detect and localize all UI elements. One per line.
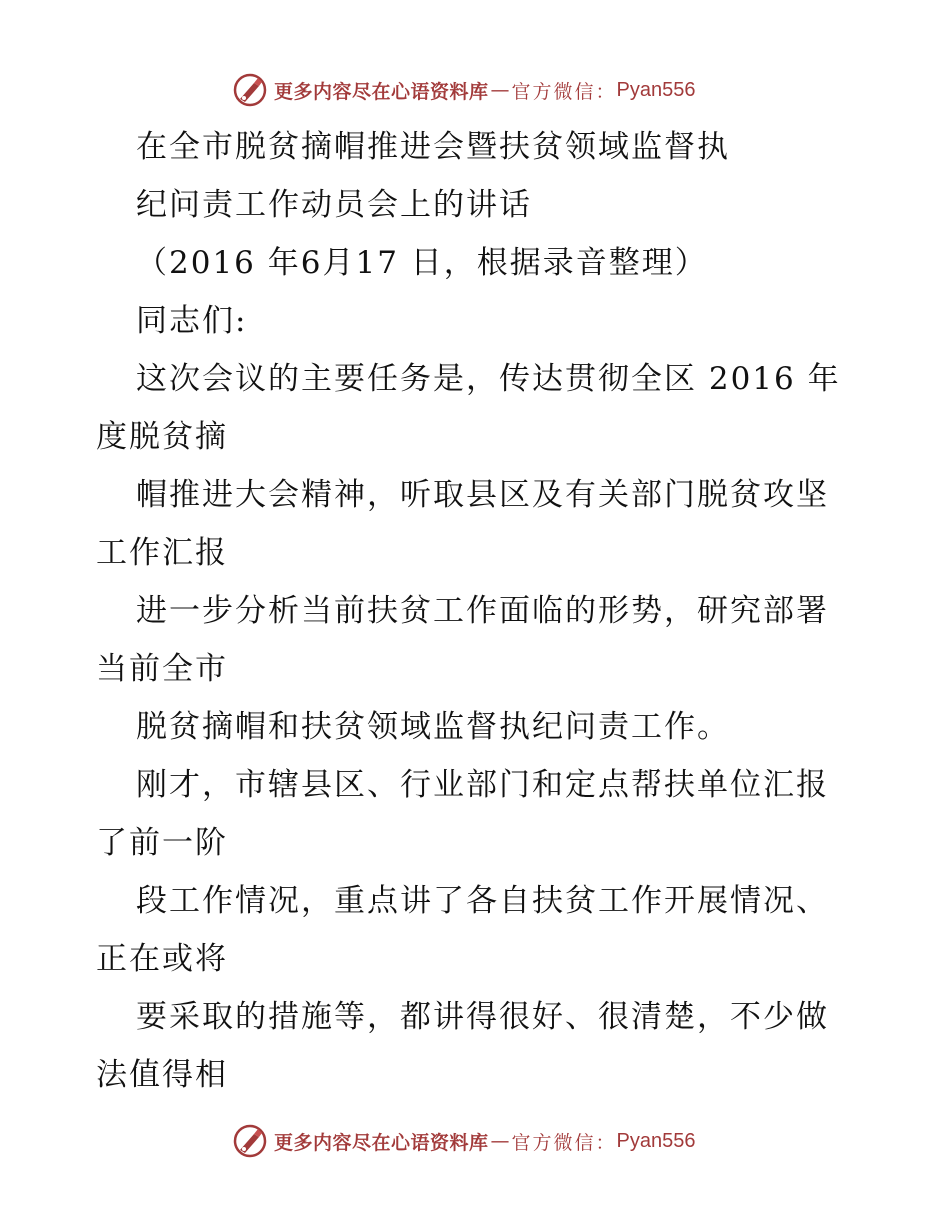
- document-line: 进一步分析当前扶贫工作面临的形势，研究部署: [136, 593, 829, 629]
- document-body: [96, 118, 856, 1104]
- pen-nib-logo-icon: [232, 72, 268, 108]
- document-line: 当前全市: [96, 651, 228, 687]
- footer-banner: [232, 1121, 696, 1161]
- document-line: 要采取的措施等，都讲得很好、很清楚，不少做: [136, 999, 829, 1035]
- document-line: 这次会议的主要任务是，传达贯彻全区 2016 年: [136, 361, 841, 397]
- banner-wechat-id: Pyan556: [616, 1129, 696, 1152]
- document-line: 同志们:: [136, 303, 248, 339]
- document-line: 了前一阶: [96, 825, 228, 861]
- document-line: 工作汇报: [96, 535, 228, 571]
- document-line: 帽推进大会精神，听取县区及有关部门脱贫攻坚: [136, 477, 829, 513]
- document-line: （2016 年6月17 日，根据录音整理）: [136, 245, 708, 281]
- pen-nib-logo-icon: [232, 1123, 268, 1159]
- document-line: 法值得相: [96, 1057, 228, 1093]
- document-line: 正在或将: [96, 941, 228, 977]
- banner-separator: —: [490, 1130, 510, 1152]
- banner-separator: —: [490, 79, 510, 101]
- banner-wechat-label: 官方微信：: [511, 80, 617, 103]
- document-line: 度脱贫摘: [96, 419, 228, 455]
- document-line: 刚才，市辖县区、行业部门和定点帮扶单位汇报: [136, 767, 829, 803]
- document-line: 脱贫摘帽和扶贫领域监督执纪问责工作。: [136, 709, 730, 745]
- document-line: 纪问责工作动员会上的讲话: [136, 187, 532, 223]
- banner-brand-text: 更多内容尽在心语资料库: [274, 1131, 489, 1154]
- document-line: 在全市脱贫摘帽推进会暨扶贫领域监督执: [136, 129, 730, 165]
- banner-wechat-label: 官方微信：: [511, 1131, 617, 1154]
- document-line: 段工作情况，重点讲了各自扶贫工作开展情况、: [136, 883, 829, 919]
- banner-wechat-id: Pyan556: [616, 78, 696, 101]
- banner-brand-text: 更多内容尽在心语资料库: [274, 80, 489, 103]
- header-banner: [232, 70, 696, 110]
